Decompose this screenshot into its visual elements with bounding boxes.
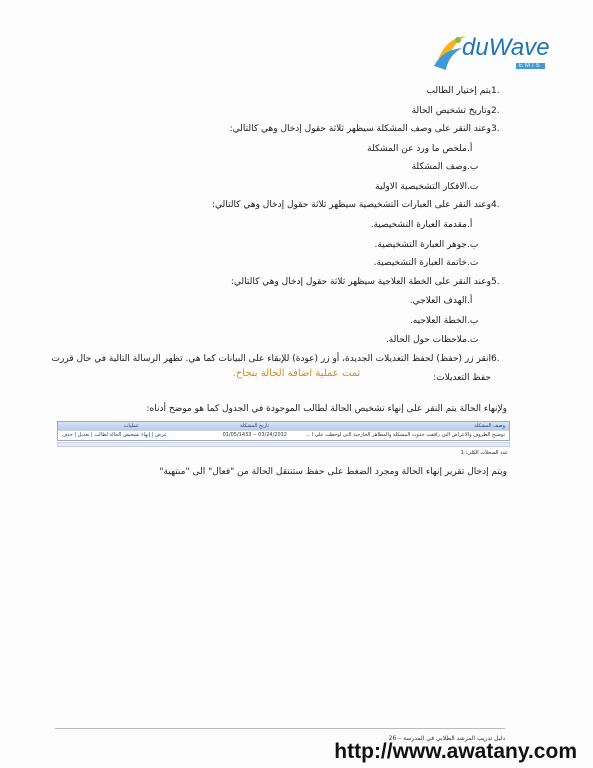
list-item-text: يتم إختيار الطالب	[426, 86, 491, 96]
list-item-text: وصف المشكلة	[411, 162, 467, 172]
list-item	[412, 106, 507, 116]
list-item-text: انقر زر (حفظ) لحفظ التعديلات الجديدة، أو زر (عودة) للإبقاء على البيانات كما هي. تظهر الرسالة التالية في حال قررت	[51, 354, 491, 364]
row-date: 01/05/1433 -- 03/24/2012	[222, 432, 287, 438]
eduwave-logo	[432, 30, 550, 76]
list-item	[375, 182, 485, 192]
footer-divider	[55, 728, 505, 729]
table-header	[58, 422, 509, 430]
list-item-number: ت.	[467, 182, 479, 192]
list-item-number: .4	[491, 200, 500, 210]
list-item-number: ت.	[467, 258, 479, 268]
list-item	[410, 296, 485, 306]
table-footer-bar	[57, 442, 510, 447]
logo-text: duWave	[462, 34, 550, 61]
cases-table	[57, 421, 510, 441]
list-item-number: أ.	[467, 220, 473, 230]
header-actions: عمليات	[123, 423, 139, 429]
list-item-text: وعند النقر على الخطة العلاجية سيظهر ثلاثة حقول إدخال وهي كالتالي:	[230, 277, 491, 287]
list-item	[230, 124, 507, 134]
list-item-number: .3	[491, 124, 500, 134]
end-diagnosis-link[interactable]: إنهاء تشخيص الحالة لطالب	[94, 432, 151, 438]
row-actions: عرض | إنهاء تشخيص الحالة لطالب | تعديل | حذف	[62, 432, 167, 438]
list-item-number: .1	[491, 86, 500, 96]
list-item-number: .6	[491, 354, 500, 364]
list-item-number: .5	[491, 277, 500, 287]
list-item	[231, 277, 507, 287]
list-item-text: ملاحظات حول الحالة.	[385, 335, 467, 345]
edit-link[interactable]: تعديل	[77, 432, 90, 438]
list-item	[375, 240, 485, 250]
records-count: عدد السجلات الكلي: 1	[460, 450, 508, 456]
list-item-text: خاتمة العبارة التشخيصية.	[373, 258, 467, 268]
list-item	[367, 144, 485, 154]
header-problem: وصف المشكلة	[474, 423, 505, 429]
delete-link[interactable]: حذف	[62, 432, 73, 438]
list-item-number: .2	[491, 106, 500, 116]
watermark-url: http://www.awatany.com	[334, 740, 577, 763]
list-item-text: الخطة العلاجيه.	[409, 316, 467, 326]
list-item-text: حفظ التعديلات:	[433, 373, 491, 383]
list-item	[212, 200, 507, 210]
success-message: تمت عملية اضافة الحالة بنجاح.	[232, 368, 361, 379]
closing-paragraph: ويتم إدخال تقرير إنهاء الحالة ومجرد الضغط على حفظ ستنتقل الحالة من "فعال" الى "منتهية"	[159, 467, 507, 477]
list-item-text: ملخص ما ورد عن المشكلة	[367, 144, 467, 154]
list-item-number: ب.	[467, 240, 479, 250]
list-item	[371, 220, 485, 230]
list-item-text: وتاريخ تشخيص الحالة	[411, 106, 491, 116]
header-date: تاريخ المشكلة	[240, 423, 269, 429]
list-item-text: جوهر العبارة التشخيصية.	[374, 240, 467, 250]
list-item	[427, 86, 507, 96]
list-item	[412, 162, 485, 172]
list-item-text: مقدمة العبارة التشخيصية.	[370, 220, 467, 230]
list-item-text: وعند النقر على العبارات التشخيصية سيظهر ثلاثة حقول إدخال وهي كالتالي:	[211, 200, 491, 210]
list-item	[52, 354, 507, 364]
list-item-text: الهدف العلاجي.	[409, 296, 467, 306]
list-item-number: أ.	[467, 296, 473, 306]
list-item-number: ب.	[467, 162, 479, 172]
view-link[interactable]: عرض	[155, 432, 167, 438]
list-item-number: ت.	[467, 335, 479, 345]
row-problem: توضيح الظروف والاعراض التي رافقت حدوث المشكلة والمظاهر الخارجية التي لوحظت على ا ...	[305, 432, 505, 438]
logo-subtext: EMIS	[516, 63, 545, 69]
table-row	[58, 430, 509, 440]
intro-paragraph: ولإنهاء الحالة يتم النقر على إنهاء تشخيص الحالة لطالب الموجودة في الجدول كما هو موضح أدناه:	[146, 404, 507, 414]
list-item	[386, 335, 485, 345]
list-item	[410, 316, 485, 326]
list-item-text: وعند النقر على وصف المشكلة سيظهر ثلاثة حقول إدخال وهي كالتالي:	[229, 124, 491, 134]
list-item-text: الافكار التشخيصية الاولية	[375, 182, 467, 192]
list-item-number: أ.	[467, 144, 473, 154]
page-footer: دليل تدريب المرشد الطلابي في المدرسة – 26	[388, 735, 505, 742]
list-item-number: ب.	[467, 316, 479, 326]
list-item	[374, 258, 485, 268]
